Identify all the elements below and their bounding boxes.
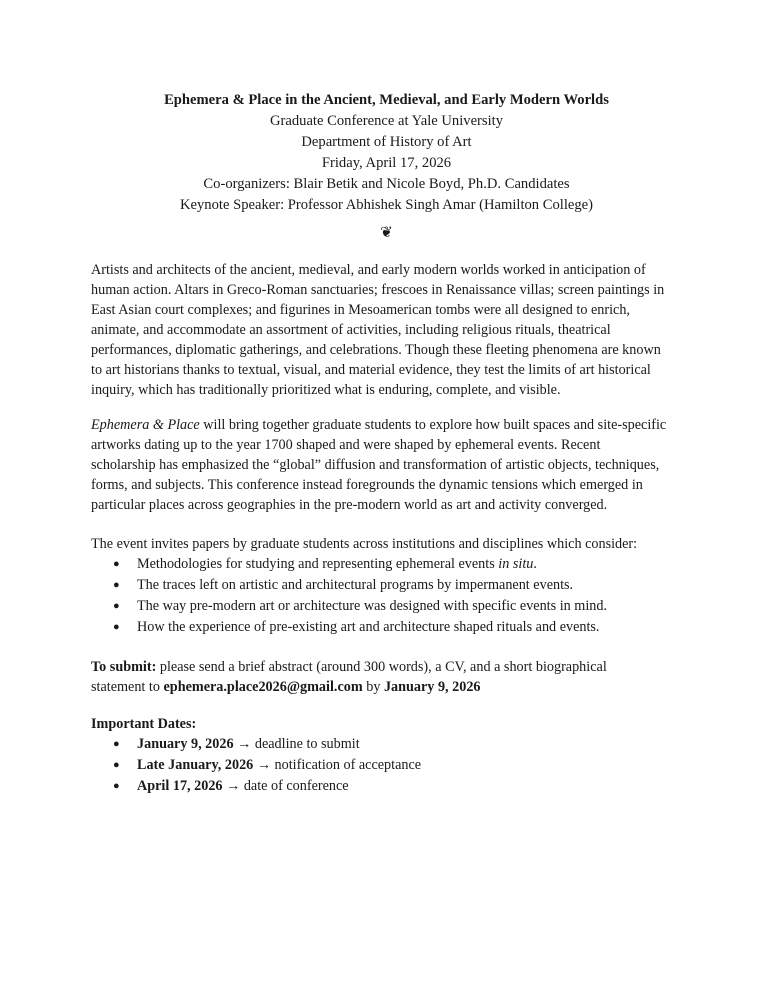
scope-paragraph bbox=[91, 415, 691, 515]
paragraph-line: forms, and subjects. This conference instead foregrounds the dynamic tensions which emerged in bbox=[91, 477, 643, 493]
paragraph-text: will bring together graduate students to explore how built spaces and site-specific bbox=[199, 417, 667, 433]
fleuron-ornament-icon: ❦ bbox=[380, 225, 393, 241]
paragraph-line bbox=[91, 415, 691, 435]
paragraph-text: statement to bbox=[91, 679, 164, 695]
date-value: April 17, 2026 bbox=[137, 778, 223, 794]
paragraph-line: inquiry, which has traditionally prioritized what is enduring, complete, and visible. bbox=[91, 382, 561, 398]
paragraph-line bbox=[91, 677, 691, 697]
submit-label: To submit: bbox=[91, 659, 157, 675]
arrow-icon: → bbox=[253, 757, 275, 773]
important-dates-heading: Important Dates: bbox=[91, 716, 197, 732]
topics-intro: The event invites papers by graduate students across institutions and disciplines which consider: bbox=[91, 536, 638, 552]
bullet-icon: ● bbox=[113, 759, 120, 771]
conference-title: Ephemera & Place in the Ancient, Medieval, and Early Modern Worlds bbox=[164, 92, 609, 108]
bullet-icon: ● bbox=[113, 558, 120, 570]
paragraph-line: scholarship has emphasized the “global” diffusion and transformation of artistic objects, techniques, bbox=[91, 457, 660, 473]
in-situ-italic: in situ bbox=[498, 556, 534, 572]
list-item bbox=[91, 575, 691, 596]
list-item bbox=[91, 617, 691, 638]
list-item bbox=[91, 734, 691, 755]
list-item-text: The traces left on artistic and architectural programs by impermanent events. bbox=[137, 577, 574, 593]
dates-list bbox=[91, 734, 691, 797]
paragraph-line bbox=[91, 657, 691, 677]
topics-list bbox=[91, 554, 691, 638]
submission-paragraph bbox=[91, 657, 691, 697]
date-value: January 9, 2026 bbox=[137, 736, 234, 752]
paragraph-text: please send a brief abstract (around 300 words), a CV, and a short biographical bbox=[156, 659, 607, 675]
list-item bbox=[91, 596, 691, 617]
date-description: notification of acceptance bbox=[274, 757, 422, 773]
list-item-text: How the experience of pre-existing art and architecture shaped rituals and events. bbox=[137, 619, 600, 635]
paragraph-line: to art historians thanks to textual, visual, and material evidence, they test the limits of art historical bbox=[91, 362, 651, 378]
paragraph-line: East Asian court complexes; and figurines in Mesoamerican tombs were all designed to enrich, bbox=[91, 302, 630, 318]
department-name: Department of History of Art bbox=[301, 134, 472, 150]
list-item-text: The way pre-modern art or architecture was designed with specific events in mind. bbox=[137, 598, 607, 614]
paragraph-line: Artists and architects of the ancient, medieval, and early modern worlds worked in anticipation of bbox=[91, 262, 646, 278]
document-header bbox=[0, 90, 773, 216]
date-value: Late January, 2026 bbox=[137, 757, 254, 773]
bullet-icon: ● bbox=[113, 738, 120, 750]
list-item-text: . bbox=[533, 556, 537, 572]
conference-date: Friday, April 17, 2026 bbox=[321, 155, 452, 171]
paragraph-line: artworks dating up to the year 1700 shaped and were shaped by ephemeral events. Recent bbox=[91, 437, 601, 453]
paragraph-line: human action. Altars in Greco-Roman sanctuaries; frescoes in Renaissance villas; screen paintings in bbox=[91, 282, 665, 298]
arrow-icon: → bbox=[222, 778, 244, 794]
bullet-icon: ● bbox=[113, 780, 120, 792]
list-item-text: Methodologies for studying and representing ephemeral events bbox=[137, 556, 499, 572]
submission-deadline: January 9, 2026 bbox=[383, 679, 481, 695]
important-dates-section bbox=[91, 714, 691, 797]
paragraph-line: particular places across geographies in the pre-modern world as art and activity converged. bbox=[91, 497, 608, 513]
paragraph-text: by bbox=[362, 679, 384, 695]
paragraph-line: animate, and accommodate an assortment of activities, including religious rituals, theatrical bbox=[91, 322, 611, 338]
conference-subtitle: Graduate Conference at Yale University bbox=[269, 113, 503, 129]
bullet-icon: ● bbox=[113, 600, 120, 612]
list-item bbox=[91, 755, 691, 776]
date-description: deadline to submit bbox=[254, 736, 360, 752]
bullet-icon: ● bbox=[113, 621, 120, 633]
arrow-icon: → bbox=[233, 736, 255, 752]
date-description: date of conference bbox=[243, 778, 349, 794]
bullet-icon: ● bbox=[113, 579, 120, 591]
list-item bbox=[91, 554, 691, 575]
submission-email-link[interactable]: ephemera.place2026@gmail.com bbox=[163, 679, 363, 695]
paragraph-line: performances, diplomatic gatherings, and celebrations. Though these fleeting phenomena are known bbox=[91, 342, 661, 358]
intro-paragraph bbox=[91, 260, 691, 400]
keynote-speaker: Keynote Speaker: Professor Abhishek Singh Amar (Hamilton College) bbox=[179, 197, 593, 213]
co-organizers: Co-organizers: Blair Betik and Nicole Boyd, Ph.D. Candidates bbox=[203, 176, 570, 192]
conference-name-italic: Ephemera & Place bbox=[91, 417, 200, 433]
list-item bbox=[91, 776, 691, 797]
topics-section bbox=[91, 534, 691, 638]
